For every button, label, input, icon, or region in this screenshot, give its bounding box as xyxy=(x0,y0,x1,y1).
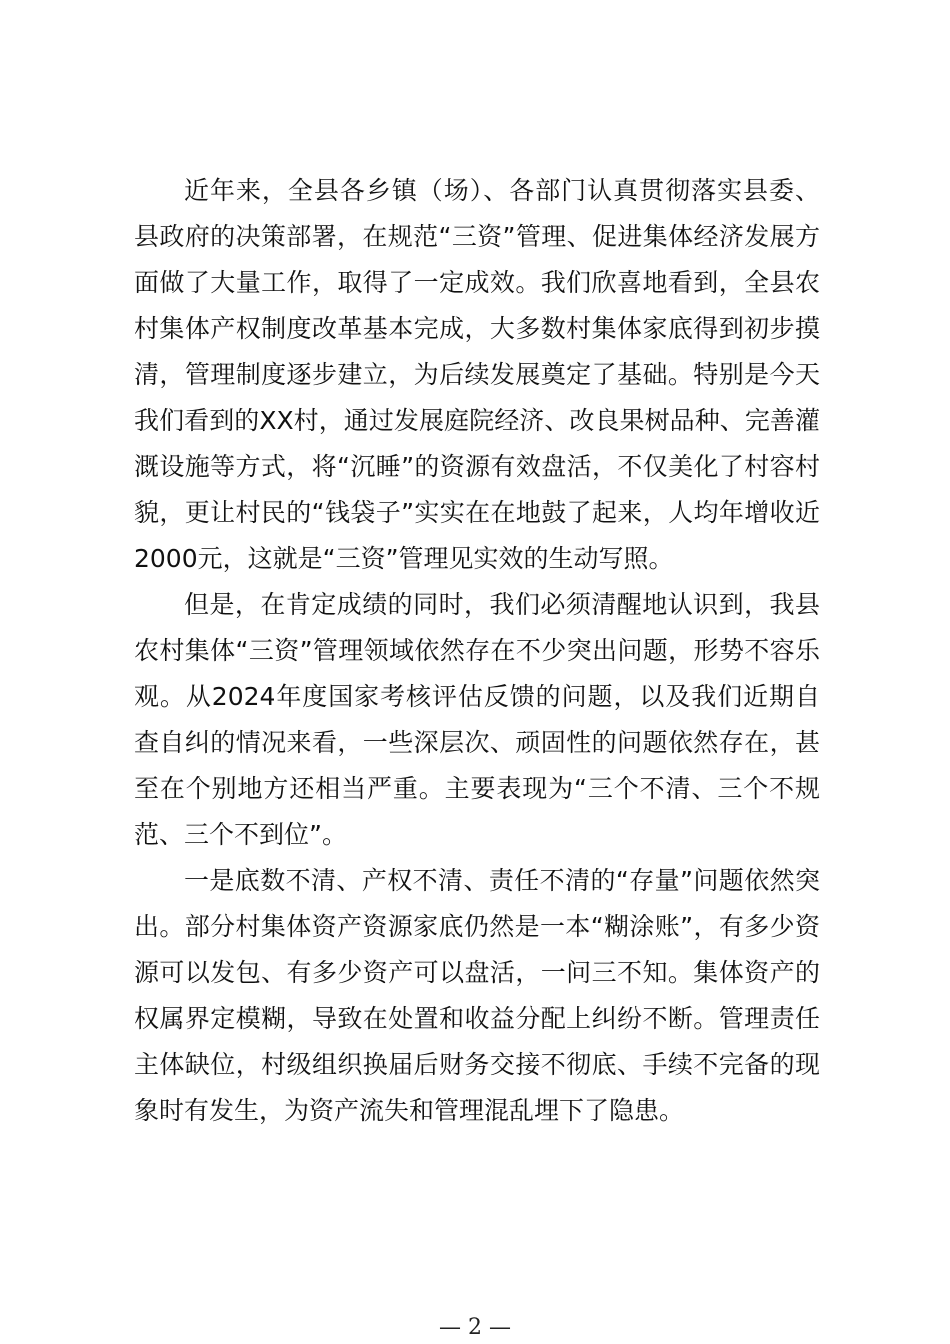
paragraph-problems-overview: 但是，在肯定成绩的同时，我们必须清醒地认识到，我县农村集体“三资”管理领域依然存在不少突出问题，形势不容乐观。从2024年度国家考核评估反馈的问题，以及我们近期自查自纠的情况来看，一些深层次、顽固性的问题依然存在，甚至在个别地方还相当严重。主要表现为“三个不清、三个不规范、三个不到位”。 xyxy=(134,590,820,849)
paragraph-first-problem: 一是底数不清、产权不清、责任不清的“存量”问题依然突出。部分村集体资产资源家底仍然是一本“糊涂账”，有多少资源可以发包、有多少资产可以盘活，一问三不知。集体资产的权属界定模糊，导致在处置和收益分配上纠纷不断。管理责任主体缺位，村级组织换届后财务交接不彻底、手续不完备的现象时有发生，为资产流失和管理混乱埋下了隐患。 xyxy=(134,866,820,1125)
paragraph-achievements: 近年来，全县各乡镇（场）、各部门认真贯彻落实县委、县政府的决策部署，在规范“三资”管理、促进集体经济发展方面做了大量工作，取得了一定成效。我们欣喜地看到，全县农村集体产权制度改革基本完成，大多数村集体家底得到初步摸清，管理制度逐步建立，为后续发展奠定了基础。特别是今天我们看到的XX村，通过发展庭院经济、改良果树品种、完善灌溉设施等方式，将“沉睡”的资源有效盘活，不仅美化了村容村貌，更让村民的“钱袋子”实实在在地鼓了起来，人均年增收近2000元，这就是“三资”管理见实效的生动写照。 xyxy=(134,176,820,573)
document-body xyxy=(134,168,820,1134)
page-number: — 2 — xyxy=(439,1315,511,1340)
